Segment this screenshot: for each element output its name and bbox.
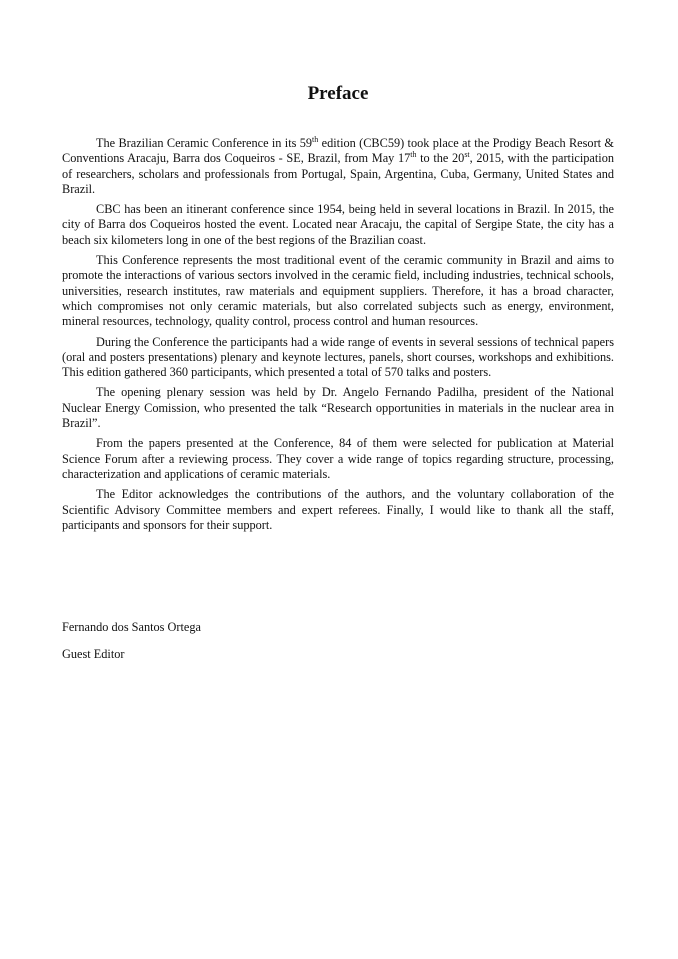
preface-body bbox=[62, 136, 614, 538]
paragraph-text: to the 20 bbox=[416, 151, 465, 166]
paragraph-text: edition (CBC59) took place at the Prodigy Beach Resort & Conventions Aracaju, Barra dos Coqueiros - SE, Brazil, from May 17 bbox=[62, 136, 614, 166]
paragraph-events: During the Conference the participants had a wide range of events in several sessions of technical papers (oral and posters presentations) plenary and keynote lectures, panels, short courses, workshops and exhibitions. This edition gathered 360 participants, which presented a total of 570 talks and posters. bbox=[62, 334, 614, 380]
paragraph-history: CBC has been an itinerant conference since 1954, being held in several locations in Brazil. In 2015, the city of Barra dos Coqueiros hosted the event. Located near Aracaju, the capital of Sergipe State, the city has a beach six kilometers long in one of the best regions of the Brazilian coast. bbox=[62, 202, 614, 247]
paragraph-acknowledgements: The Editor acknowledges the contributions of the authors, and the voluntary collaboration of the Scientific Advisory Committee members and expert referees. Finally, I would like to thank all the staff, participants and sponsors for their support. bbox=[62, 487, 614, 532]
paragraph-plenary: The opening plenary session was held by Dr. Angelo Fernando Padilha, president of the National Nuclear Energy Comission, who presented the talk “Research opportunities in materials in the nuclear area in Brazil”. bbox=[62, 385, 614, 431]
editor-role: Guest Editor bbox=[62, 647, 125, 661]
ordinal-suffix: st bbox=[464, 150, 470, 160]
ordinal-suffix: th bbox=[410, 150, 417, 160]
paragraph-text: , 2015, with the participation of researchers, scholars and professionals from Portugal, Spain, Argentina, Cuba, Germany, United States and Brazil. bbox=[62, 151, 615, 196]
paragraph-text: The Brazilian Ceramic Conference in its 59 bbox=[96, 136, 313, 150]
page-title: Preface bbox=[307, 83, 369, 104]
paragraph-publication: From the papers presented at the Conference, 84 of them were selected for publication at Material Science Forum after a reviewing process. They cover a wide range of topics regarding structure, processing, characterization and applications of ceramic materials. bbox=[62, 436, 614, 481]
paragraph-scope: This Conference represents the most traditional event of the ceramic community in Brazil and aims to promote the interactions of various sectors involved in the ceramic field, including industries, technical schools, universities, research institutes, raw materials and equipment suppliers. Therefore, it has a broad character, which compromises not only ceramic materials, but also correlated subjects such as energy, environment, mineral resources, technology, quality control, process control and human resources. bbox=[62, 253, 614, 329]
paragraph-conference-intro bbox=[62, 136, 614, 197]
ordinal-suffix: th bbox=[312, 135, 319, 144]
signature-block bbox=[62, 620, 614, 662]
editor-name: Fernando dos Santos Ortega bbox=[62, 620, 202, 634]
